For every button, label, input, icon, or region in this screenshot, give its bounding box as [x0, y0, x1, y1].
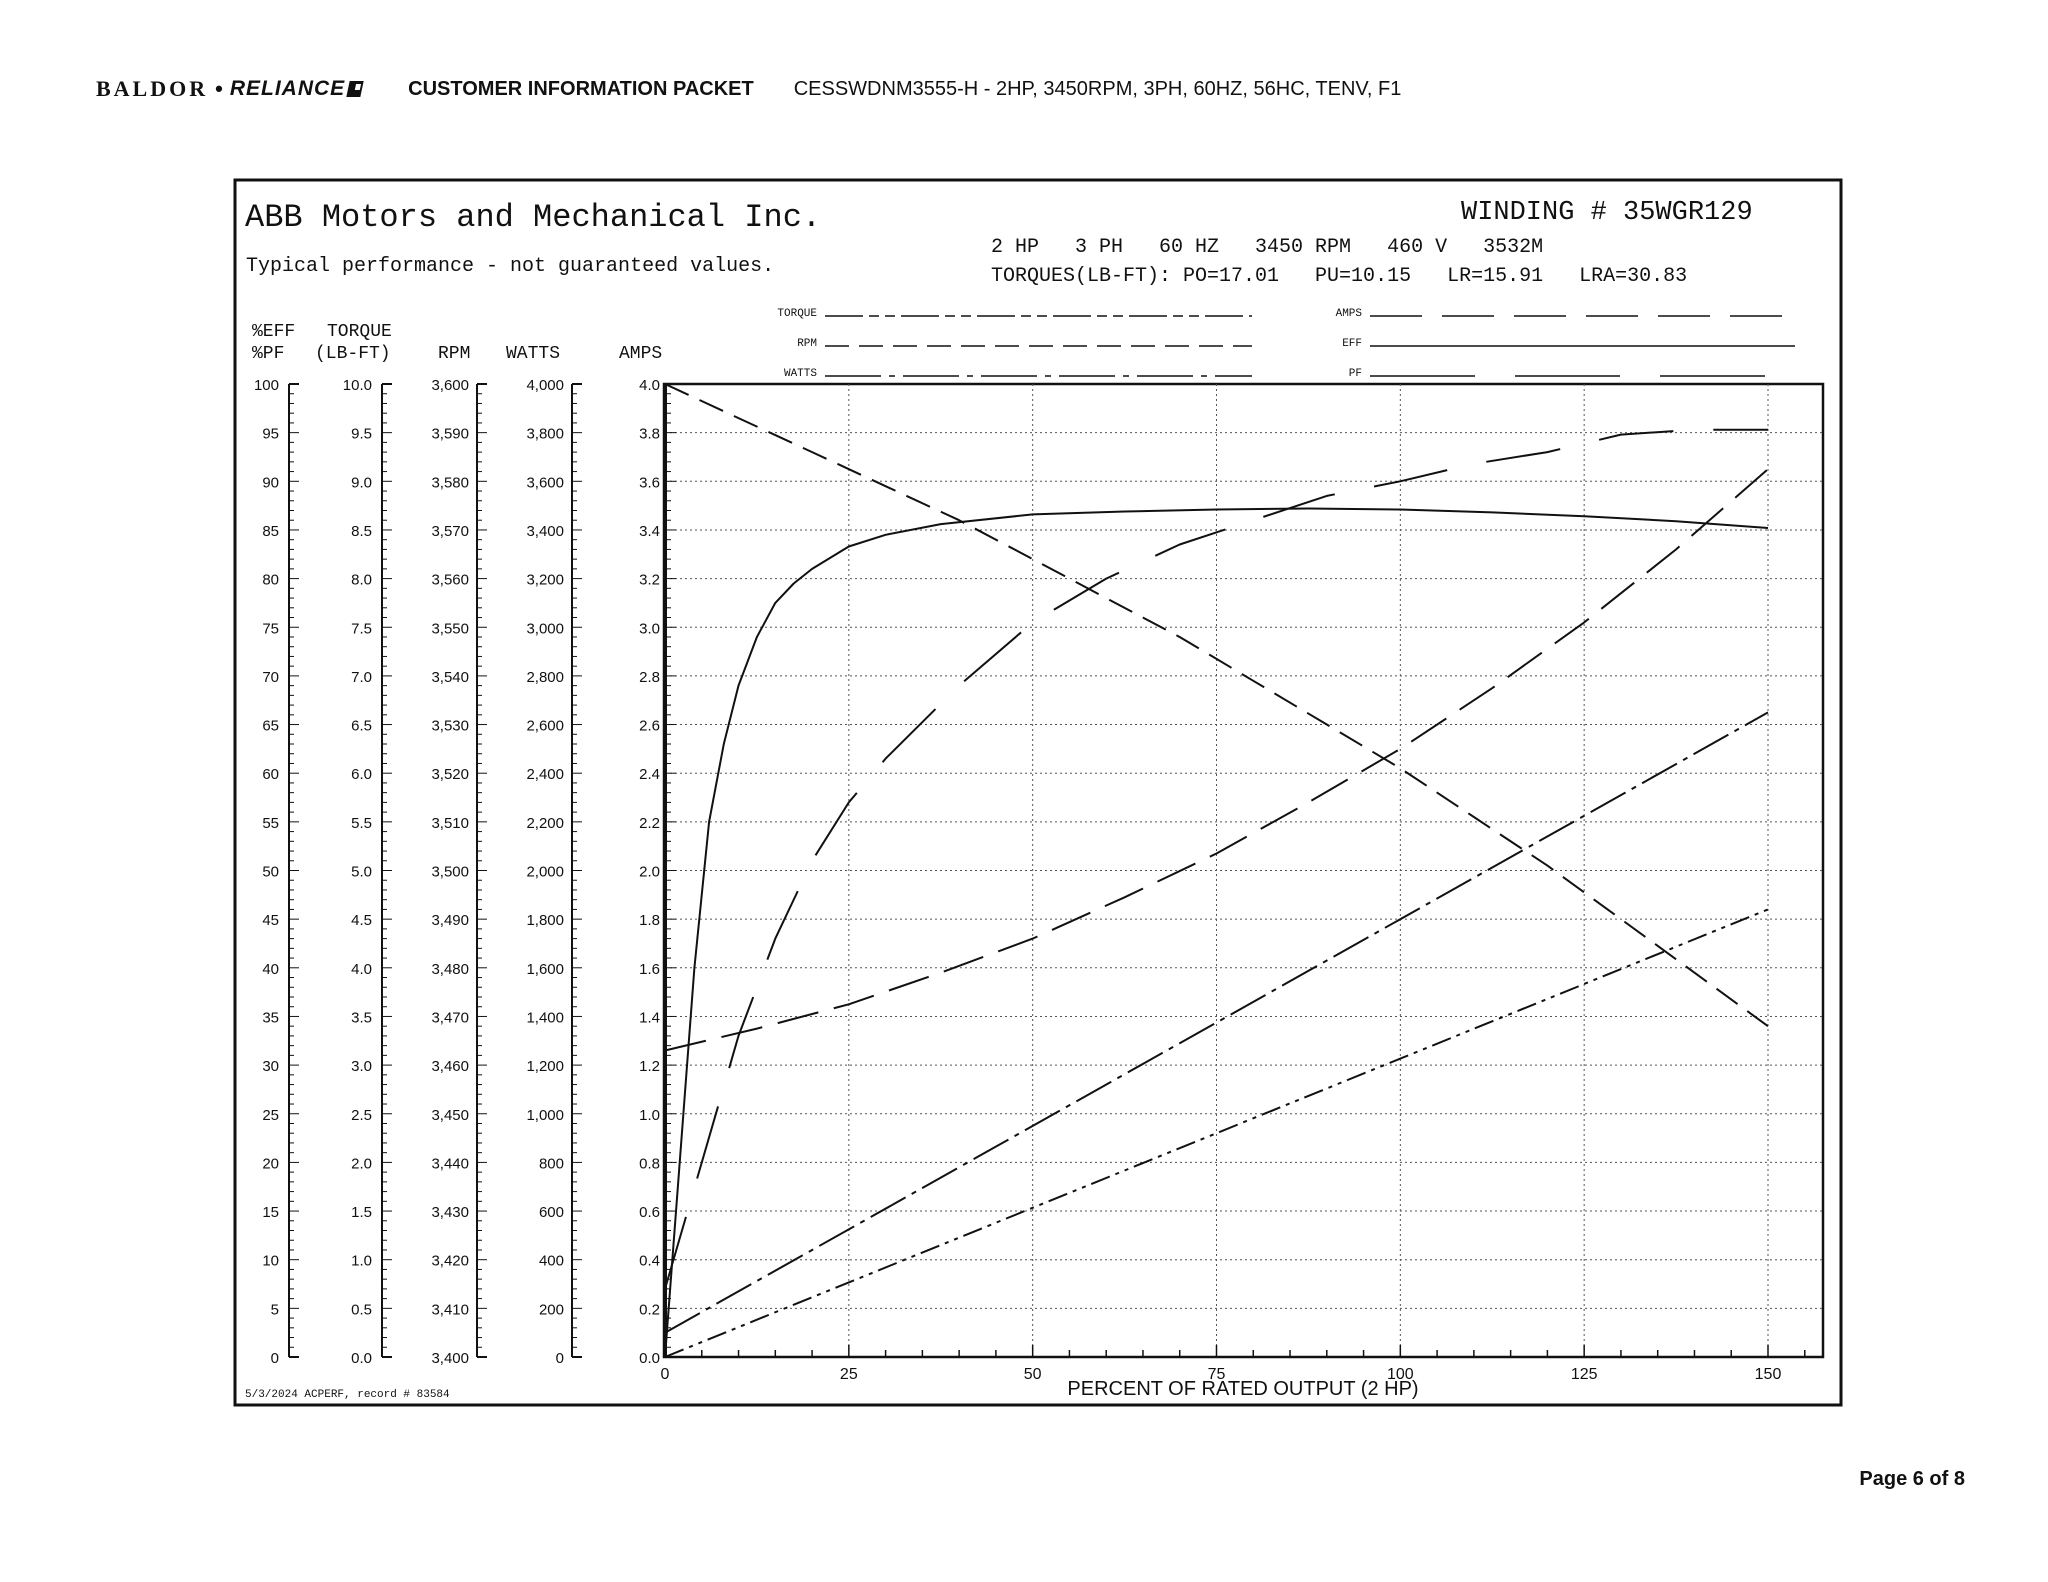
y-tick-label: 20	[262, 1155, 279, 1173]
legend-torque-label: TORQUE	[777, 308, 817, 320]
brand-baldor-text: BALDOR	[96, 76, 209, 101]
grid	[665, 384, 1823, 1357]
y-tick-label: 2,400	[526, 766, 564, 784]
y-tick-label: 3,600	[431, 377, 469, 394]
y-tick-label: 25	[262, 1106, 279, 1124]
y-tick-label: 3.0	[639, 620, 660, 638]
y-tick-label: 45	[262, 912, 279, 930]
y-tick-label: 0	[270, 1350, 279, 1367]
y-tick-label: 3,450	[431, 1106, 469, 1124]
y-tick-label: 90	[262, 474, 279, 492]
y-tick-label: 4.5	[351, 912, 372, 930]
torques-summary: TORQUES(LB-FT): PO=17.01 PU=10.15 LR=15.91 LRA=30.83	[991, 265, 1688, 288]
y-tick-label: 10.0	[342, 377, 372, 394]
y-tick-label: 3,540	[431, 668, 469, 686]
y-tick-label: 9.0	[351, 474, 372, 492]
y-tick-label: 3,200	[526, 571, 564, 589]
y-tick-label: 3,400	[526, 522, 564, 540]
legend-eff-label: EFF	[1342, 338, 1362, 350]
chart-frame	[235, 180, 1841, 1405]
y-tick-label: 3.4	[639, 522, 660, 540]
y-tick-label: 200	[538, 1301, 564, 1319]
axis-header-torque-unit: (LB-FT)	[315, 344, 391, 364]
y-tick-label: 0.6	[639, 1204, 660, 1222]
y-tick-label: 1.2	[639, 1058, 660, 1076]
y-tick-label: 5	[270, 1301, 279, 1319]
x-axis-title: PERCENT OF RATED OUTPUT (2 HP)	[1067, 1378, 1419, 1400]
legend-rpm-label: RPM	[797, 338, 817, 350]
y-tick-label: 0	[555, 1350, 564, 1367]
y-tick-label: 85	[262, 522, 279, 540]
axis-headers	[252, 322, 662, 364]
y-tick-label: 2.6	[639, 717, 660, 735]
y-tick-label: 6.5	[351, 717, 372, 735]
axis-header-rpm: RPM	[438, 344, 471, 364]
axis-header-eff: %EFF	[252, 322, 296, 342]
y-tick-label: 0.8	[639, 1155, 660, 1173]
brand-reliance-text: RELIANCE	[229, 77, 346, 100]
y-tick-label: 60	[262, 766, 279, 784]
legend	[777, 308, 1795, 380]
y-tick-label: 3,590	[431, 425, 469, 443]
motor-specs: 2 HP 3 PH 60 HZ 3450 RPM 460 V 3532M	[991, 236, 1544, 259]
x-tick-label: 125	[1570, 1366, 1598, 1383]
y-tick-label: 6.0	[351, 766, 372, 784]
y-tick-label: 3,410	[431, 1301, 469, 1319]
y-tick-label: 15	[262, 1204, 279, 1222]
x-tick-label: 25	[839, 1366, 858, 1383]
y-tick-label: 3,500	[431, 863, 469, 881]
y-tick-label: 80	[262, 571, 279, 589]
y-tick-label: 4,000	[526, 377, 564, 394]
y-tick-label: 1.4	[639, 1009, 660, 1027]
y-tick-label: 3,470	[431, 1009, 469, 1027]
y-tick-label: 0.0	[639, 1350, 660, 1367]
y-tick-label: 2.0	[639, 863, 660, 881]
document-title: CUSTOMER INFORMATION PACKET	[408, 77, 754, 100]
axis-header-pf: %PF	[252, 344, 285, 364]
y-tick-label: 1,800	[526, 912, 564, 930]
y-tick-label: 3,510	[431, 814, 469, 832]
page-number: Page 6 of 8	[1859, 1468, 1965, 1490]
y-tick-label: 8.0	[351, 571, 372, 589]
y-tick-label: 1.6	[639, 960, 660, 978]
y-tick-label: 3,420	[431, 1252, 469, 1270]
y-tick-label: 2,000	[526, 863, 564, 881]
y-tick-label: 1,400	[526, 1009, 564, 1027]
y-tick-label: 40	[262, 960, 279, 978]
record-note: 5/3/2024 ACPERF, record # 83584	[245, 1389, 450, 1401]
y-tick-label: 9.5	[351, 425, 372, 443]
y-tick-label: 95	[262, 425, 279, 443]
y-tick-label: 2,600	[526, 717, 564, 735]
y-tick-label: 3,520	[431, 766, 469, 784]
y-tick-label: 1,600	[526, 960, 564, 978]
y-tick-label: 0.4	[639, 1252, 660, 1270]
y-tick-label: 3,430	[431, 1204, 469, 1222]
model-description: CESSWDNM3555-H - 2HP, 3450RPM, 3PH, 60HZ, 56HC, TENV, F1	[793, 77, 1402, 100]
y-tick-label: 35	[262, 1009, 279, 1027]
y-tick-label: 3,560	[431, 571, 469, 589]
y-tick-label: 2.2	[639, 814, 660, 832]
y-tick-label: 2,200	[526, 814, 564, 832]
y-tick-label: 0.0	[351, 1350, 372, 1367]
axis-header-amps: AMPS	[619, 344, 663, 364]
y-tick-label: 70	[262, 668, 279, 686]
y-tick-label: 1.8	[639, 912, 660, 930]
y-tick-label: 1.0	[351, 1252, 372, 1270]
y-tick-label: 75	[262, 620, 279, 638]
y-tick-label: 65	[262, 717, 279, 735]
x-tick-label: 0	[660, 1366, 670, 1383]
y-tick-label: 3,460	[431, 1058, 469, 1076]
y-tick-label: 4.0	[639, 377, 660, 394]
y-tick-label: 3,400	[431, 1350, 469, 1367]
y-tick-label: 7.5	[351, 620, 372, 638]
axis-header-watts: WATTS	[506, 344, 561, 364]
disclaimer: Typical performance - not guaranteed values.	[246, 255, 775, 278]
y-tick-label: 2.0	[351, 1155, 372, 1173]
y-tick-label: 5.0	[351, 863, 372, 881]
legend-watts-label: WATTS	[783, 368, 817, 380]
y-tick-label: 8.5	[351, 522, 372, 540]
y-tick-label: 3.0	[351, 1058, 372, 1076]
y-tick-label: 800	[538, 1155, 564, 1173]
y-tick-label: 400	[538, 1252, 564, 1270]
y-tick-label: 10	[262, 1252, 279, 1270]
x-tick-label: 75	[1207, 1366, 1226, 1383]
y-tick-label: 3.5	[351, 1009, 372, 1027]
y-tick-label: 3,530	[431, 717, 469, 735]
y-tick-label: 30	[262, 1058, 279, 1076]
y-tick-label: 3,570	[431, 522, 469, 540]
y-tick-label: 0.2	[639, 1301, 660, 1319]
legend-amps-label: AMPS	[1335, 308, 1362, 320]
y-tick-label: 3,490	[431, 912, 469, 930]
y-tick-label: 5.5	[351, 814, 372, 832]
company-name: ABB Motors and Mechanical Inc.	[245, 199, 822, 236]
y-tick-label: 1,200	[526, 1058, 564, 1076]
y-tick-label: 1.5	[351, 1204, 372, 1222]
y-tick-label: 600	[538, 1204, 564, 1222]
y-tick-label: 3,000	[526, 620, 564, 638]
y-tick-label: 3.8	[639, 425, 660, 443]
y-tick-label: 3,440	[431, 1155, 469, 1173]
axis-header-torque: TORQUE	[327, 322, 392, 342]
winding-number: WINDING # 35WGR129	[1461, 198, 1753, 228]
plot-area	[664, 384, 1823, 1357]
y-tick-label: 3,800	[526, 425, 564, 443]
y-tick-label: 4.0	[351, 960, 372, 978]
y-tick-label: 50	[262, 863, 279, 881]
y-tick-label: 1.0	[639, 1106, 660, 1124]
x-tick-label: 100	[1386, 1366, 1414, 1383]
y-tick-label: 2.4	[639, 766, 660, 784]
y-tick-label: 2.5	[351, 1106, 372, 1124]
axes	[254, 377, 1805, 1383]
y-tick-label: 3,600	[526, 474, 564, 492]
x-tick-label: 150	[1754, 1366, 1782, 1383]
y-tick-label: 3.6	[639, 474, 660, 492]
y-tick-label: 3,580	[431, 474, 469, 492]
y-tick-label: 55	[262, 814, 279, 832]
y-tick-label: 3.2	[639, 571, 660, 589]
y-tick-label: 2.8	[639, 668, 660, 686]
y-tick-label: 3,550	[431, 620, 469, 638]
y-tick-label: 7.0	[351, 668, 372, 686]
brand-separator: •	[215, 76, 223, 101]
y-tick-label: 3,480	[431, 960, 469, 978]
y-tick-label: 0.5	[351, 1301, 372, 1319]
y-tick-label: 2,800	[526, 668, 564, 686]
legend-pf-label: PF	[1348, 368, 1362, 380]
y-tick-label: 100	[253, 377, 279, 394]
x-tick-label: 50	[1023, 1366, 1042, 1383]
y-tick-label: 1,000	[526, 1106, 564, 1124]
